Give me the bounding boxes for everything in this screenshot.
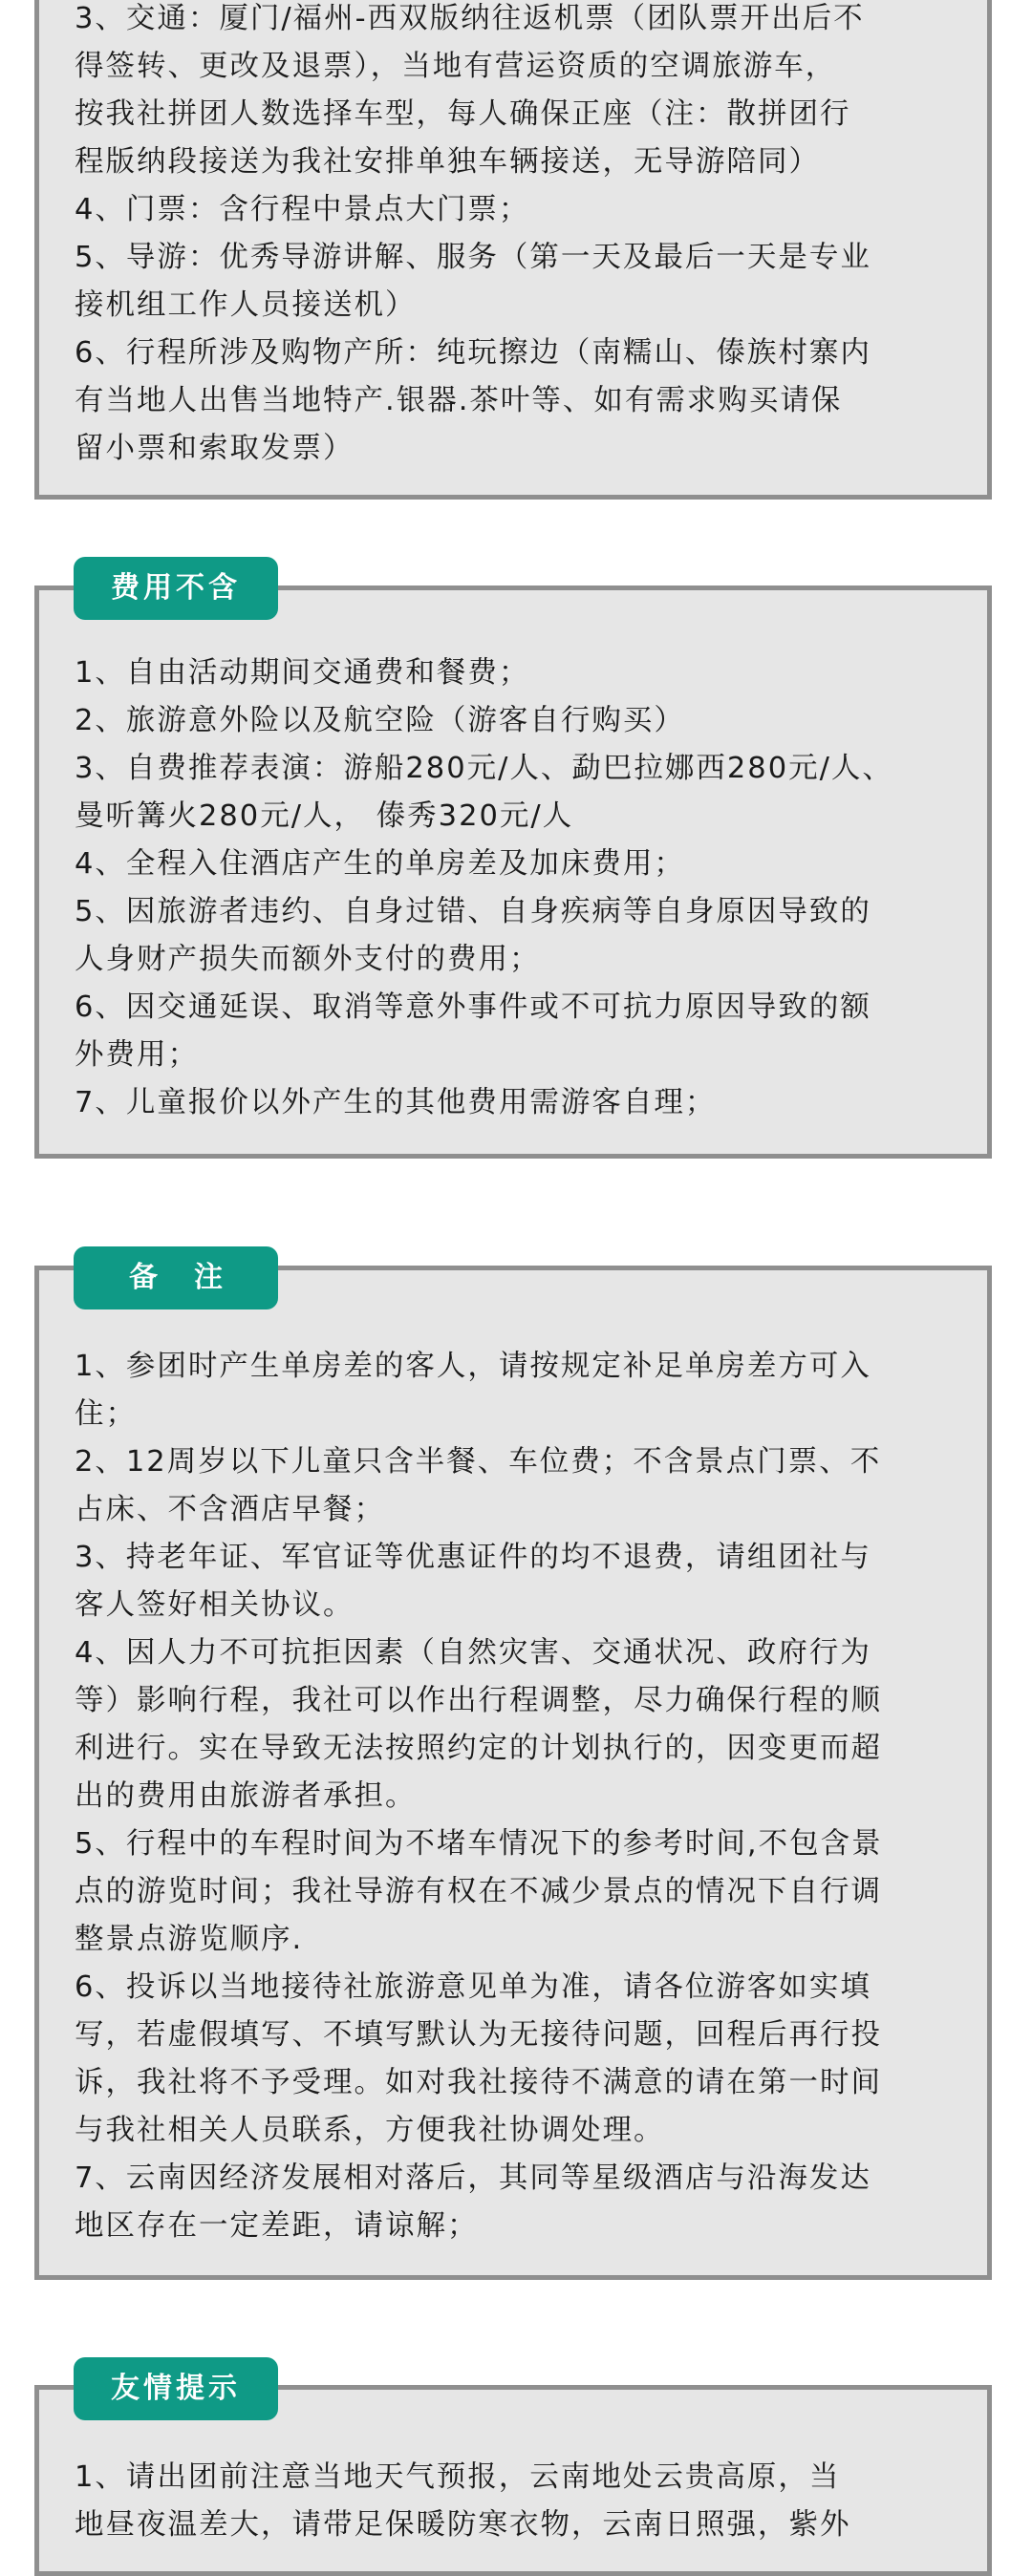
notes-lines <box>75 1343 963 2250</box>
notes-title-tag: 备注 <box>74 1246 278 1309</box>
list-item: 2、旅游意外险以及航空险（游客自行购买） <box>75 704 685 737</box>
list-item: 3、持老年证、军官证等优惠证件的均不退费，请组团社与 <box>75 1541 871 1574</box>
list-item: 人身财产损失而额外支付的费用； <box>75 943 541 976</box>
list-item: 4、门票：含行程中景点大门票； <box>75 193 530 226</box>
tips-lines <box>75 2454 963 2549</box>
list-item: 5、因旅游者违约、自身过错、自身疾病等自身原因导致的 <box>75 895 871 928</box>
list-item: 7、云南因经济发展相对落后，其同等星级酒店与沿海发达 <box>75 2161 871 2195</box>
list-item: 诉，我社将不予受理。如对我社接待不满意的请在第一时间 <box>75 2066 882 2099</box>
list-item: 按我社拼团人数选择车型，每人确保正座（注：散拼团行 <box>75 97 851 131</box>
list-item: 写，若虚假填写、不填写默认为无接待问题，回程后再行投 <box>75 2018 882 2052</box>
list-item: 整景点游览顺序. <box>75 1923 304 1956</box>
list-item: 4、全程入住酒店产生的单房差及加床费用； <box>75 847 685 881</box>
list-item: 出的费用由旅游者承担。 <box>75 1779 417 1813</box>
list-item: 占床、不含酒店早餐； <box>75 1493 385 1526</box>
list-item: 利进行。实在导致无法按照约定的计划执行的，因变更而超 <box>75 1732 882 1765</box>
list-item: 3、自费推荐表演：游船280元/人、勐巴拉娜西280元/人、 <box>75 752 893 785</box>
list-item: 6、行程所涉及购物产所：纯玩擦边（南糯山、傣族村寨内 <box>75 336 871 370</box>
list-item: 1、请出团前注意当地天气预报，云南地处云贵高原，当 <box>75 2460 841 2494</box>
list-item: 程版纳段接送为我社安排单独车辆接送，无导游陪同） <box>75 145 820 179</box>
list-item: 与我社相关人员联系，方便我社协调处理。 <box>75 2114 665 2147</box>
list-item: 2、12周岁以下儿童只含半餐、车位费；不含景点门票、不 <box>75 1445 882 1479</box>
list-item: 曼听篝火280元/人， 傣秀320元/人 <box>75 799 574 833</box>
list-item: 接机组工作人员接送机） <box>75 288 417 322</box>
list-item: 7、儿童报价以外产生的其他费用需游客自理； <box>75 1086 717 1119</box>
list-item: 外费用； <box>75 1038 199 1072</box>
list-item: 等）影响行程，我社可以作出行程调整，尽力确保行程的顺 <box>75 1684 882 1717</box>
excluded-lines <box>75 649 963 1127</box>
list-item: 5、行程中的车程时间为不堵车情况下的参考时间,不包含景 <box>75 1827 883 1861</box>
list-item: 6、因交通延误、取消等意外事件或不可抗力原因导致的额 <box>75 990 871 1024</box>
list-item: 有当地人出售当地特产.银器.茶叶等、如有需求购买请保 <box>75 384 843 417</box>
tips-title-tag: 友情提示 <box>74 2357 278 2420</box>
list-item: 6、投诉以当地接待社旅游意见单为准，请各位游客如实填 <box>75 1970 871 2004</box>
list-item: 得签转、更改及退票），当地有营运资质的空调旅游车， <box>75 50 837 83</box>
list-item: 点的游览时间；我社导游有权在不减少景点的情况下自行调 <box>75 1875 882 1908</box>
list-item: 4、因人力不可抗拒因素（自然灾害、交通状况、政府行为 <box>75 1636 871 1670</box>
list-item: 地昼夜温差大，请带足保暖防寒衣物，云南日照强，紫外 <box>75 2508 851 2542</box>
list-item: 留小票和索取发票） <box>75 432 355 465</box>
list-item: 1、参团时产生单房差的客人，请按规定补足单房差方可入 <box>75 1350 871 1383</box>
list-item: 5、导游：优秀导游讲解、服务（第一天及最后一天是专业 <box>75 241 871 274</box>
list-item: 地区存在一定差距，请谅解； <box>75 2209 479 2243</box>
list-item: 客人签好相关协议。 <box>75 1588 355 1622</box>
included-lines <box>75 0 963 473</box>
list-item: 3、交通：厦门/福州-西双版纳往返机票（团队票开出后不 <box>75 2 865 35</box>
excluded-title-tag: 费用不含 <box>74 557 278 620</box>
list-item: 住； <box>75 1397 137 1431</box>
list-item: 1、自由活动期间交通费和餐费； <box>75 656 530 690</box>
